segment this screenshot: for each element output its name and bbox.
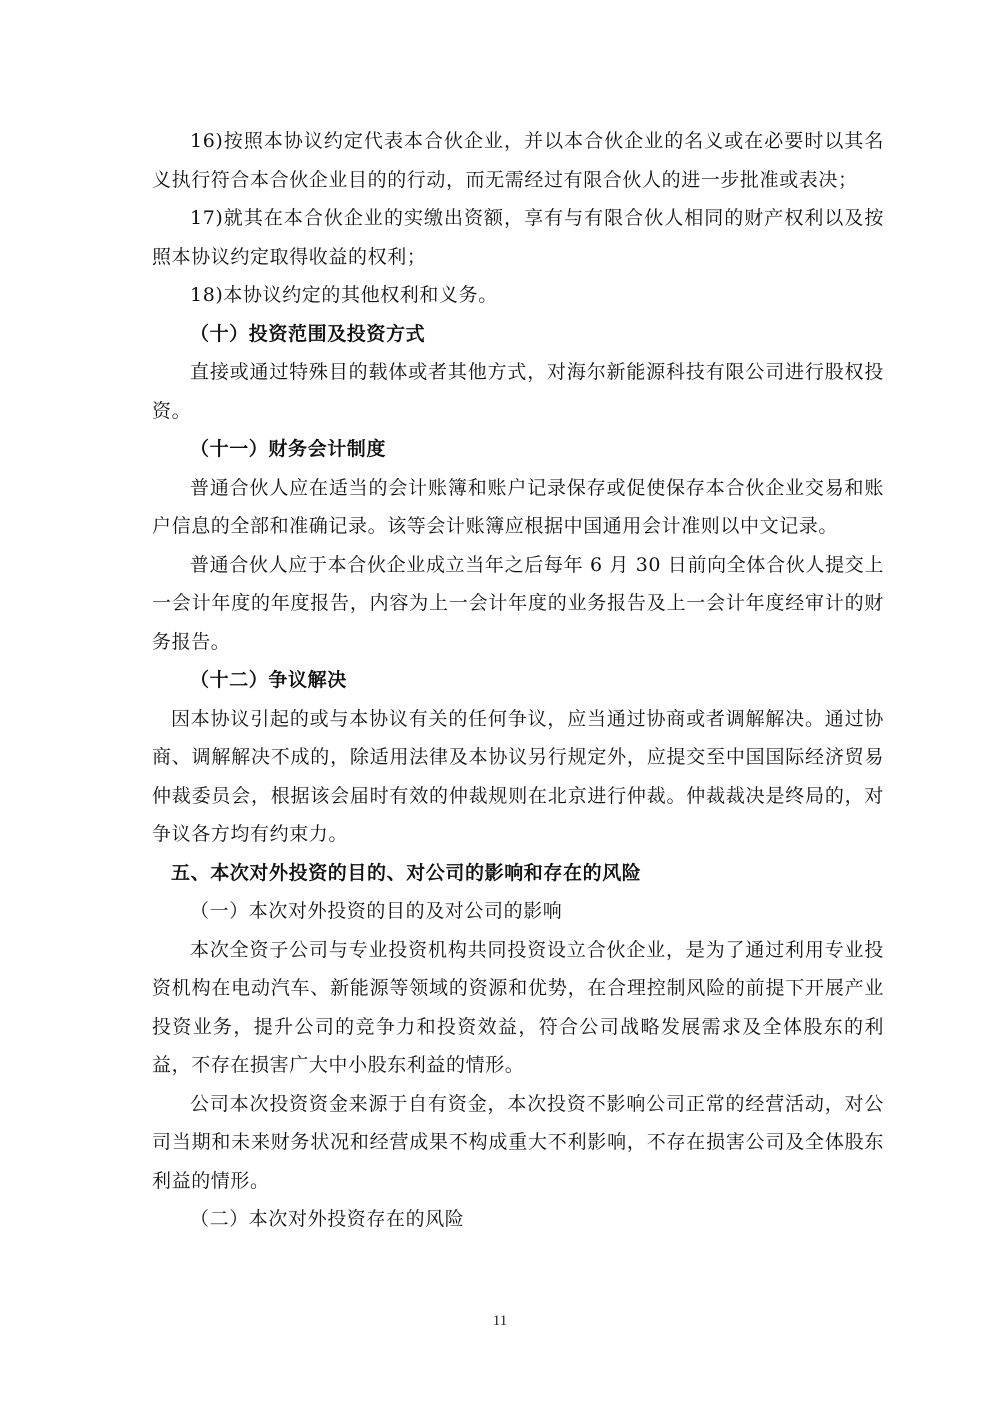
subheading-purpose: （一）本次对外投资的目的及对公司的影响 bbox=[190, 900, 563, 922]
paragraph-investment-scope: 直接或通过特殊目的载体或者其他方式，对海尔新能源科技有限公司进行股权投资。 bbox=[152, 361, 884, 422]
subheading-risks: （二）本次对外投资存在的风险 bbox=[190, 1208, 465, 1230]
paragraph-item-16: 16)按照本协议约定代表本合伙企业，并以本合伙企业的名义或在必要时以其名义执行符合本合伙企业目的的行动，而无需经过有限合伙人的进一步批准或表决； bbox=[152, 130, 884, 191]
paragraph-item-17: 17)就其在本合伙企业的实缴出资额，享有与有限合伙人相同的财产权利以及按照本协议约定取得收益的权利； bbox=[152, 207, 884, 268]
section-heading-11: （十一）财务会计制度 bbox=[190, 438, 387, 460]
paragraph-purpose: 本次全资子公司与专业投资机构共同投资设立合伙企业，是为了通过利用专业投资机构在电动汽车、新能源等领域的资源和优势，在合理控制风险的前提下开展产业投资业务，提升公司的竞争力和投资效益，符合公司战略发展需求及全体股东的利益，不存在损害广大中小股东利益的情形。 bbox=[152, 938, 884, 1076]
page-number: 11 bbox=[492, 1313, 508, 1329]
section-heading-10: （十）投资范围及投资方式 bbox=[190, 322, 426, 345]
section-heading-12: （十二）争议解决 bbox=[190, 669, 347, 691]
paragraph-annual-report: 普通合伙人应于本合伙企业成立当年之后每年 6 月 30 日前向全体合伙人提交上一会计年度的年度报告，内容为上一会计年度的业务报告及上一会计年度经审计的财务报告。 bbox=[152, 553, 884, 653]
paragraph-funding-source: 公司本次投资资金来源于自有资金，本次投资不影响公司正常的经营活动，对公司当期和未来财务状况和经营成果不构成重大不利影响，不存在损害公司及全体股东利益的情形。 bbox=[152, 1092, 884, 1192]
chapter-heading-5: 五、本次对外投资的目的、对公司的影响和存在的风险 bbox=[171, 861, 642, 884]
paragraph-dispute-resolution: 因本协议引起的或与本协议有关的任何争议，应当通过协商或者调解解决。通过协商、调解解决不成的，除适用法律及本协议另行规定外，应提交至中国国际经济贸易仲裁委员会，根据该会届时有效的仲裁规则在北京进行仲裁。仲裁裁决是终局的，对争议各方均有约束力。 bbox=[152, 707, 884, 845]
document-body bbox=[152, 122, 884, 1239]
paragraph-accounting-records: 普通合伙人应在适当的会计账簿和账户记录保存或促使保存本合伙企业交易和账户信息的全部和准确记录。该等会计账簿应根据中国通用会计准则以中文记录。 bbox=[152, 476, 884, 537]
paragraph-item-18: 18)本协议约定的其他权利和义务。 bbox=[190, 284, 498, 306]
